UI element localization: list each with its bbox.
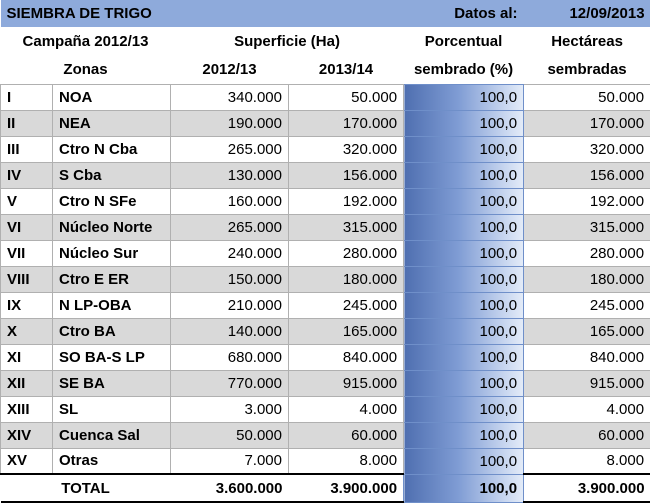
table-row [1, 266, 650, 292]
percent-sown: 100,0 [404, 266, 524, 292]
zone-name: S Cba [53, 162, 171, 188]
surface-2013-14: 192.000 [289, 188, 404, 214]
percent-sown: 100,0 [404, 448, 524, 474]
pct-header-line1: Porcentual [404, 27, 524, 55]
table-row [1, 292, 650, 318]
hectares-sown: 280.000 [524, 240, 650, 266]
surface-2012-13: 7.000 [171, 448, 289, 474]
surface-2013-14: 315.000 [289, 214, 404, 240]
year2-header: 2013/14 [289, 55, 404, 84]
ha-header-line2: sembradas [524, 55, 650, 84]
zone-name: SE BA [53, 370, 171, 396]
hectares-sown: 915.000 [524, 370, 650, 396]
zone-number: XIV [1, 422, 53, 448]
pct-header-line2: sembrado (%) [404, 55, 524, 84]
zone-number: IX [1, 292, 53, 318]
zone-number: I [1, 84, 53, 110]
hectares-sown: 840.000 [524, 344, 650, 370]
surface-2012-13: 265.000 [171, 214, 289, 240]
hectares-sown: 60.000 [524, 422, 650, 448]
zone-number: VII [1, 240, 53, 266]
surface-2013-14: 915.000 [289, 370, 404, 396]
table-row [1, 240, 650, 266]
surface-2012-13: 770.000 [171, 370, 289, 396]
zone-number: IV [1, 162, 53, 188]
table-row [1, 162, 650, 188]
zone-number: VIII [1, 266, 53, 292]
table-row [1, 396, 650, 422]
zone-number: III [1, 136, 53, 162]
percent-sown: 100,0 [404, 318, 524, 344]
zone-name: SL [53, 396, 171, 422]
surface-2012-13: 190.000 [171, 110, 289, 136]
table-row [1, 344, 650, 370]
percent-sown: 100,0 [404, 136, 524, 162]
percent-sown: 100,0 [404, 84, 524, 110]
surface-2013-14: 320.000 [289, 136, 404, 162]
zone-name: NOA [53, 84, 171, 110]
zone-name: Núcleo Norte [53, 214, 171, 240]
date-value: 12/09/2013 [524, 0, 650, 27]
hectares-sown: 165.000 [524, 318, 650, 344]
table-row [1, 188, 650, 214]
zone-name: Núcleo Sur [53, 240, 171, 266]
hectares-sown: 180.000 [524, 266, 650, 292]
percent-sown: 100,0 [404, 214, 524, 240]
ha-header-line1: Hectáreas [524, 27, 650, 55]
zone-number: XII [1, 370, 53, 396]
surface-2013-14: 156.000 [289, 162, 404, 188]
surface-2013-14: 4.000 [289, 396, 404, 422]
zone-number: II [1, 110, 53, 136]
percent-sown: 100,0 [404, 162, 524, 188]
hectares-sown: 156.000 [524, 162, 650, 188]
date-label: Datos al: [404, 0, 524, 27]
surface-2013-14: 840.000 [289, 344, 404, 370]
total-2013-14: 3.900.000 [289, 474, 404, 502]
hectares-sown: 245.000 [524, 292, 650, 318]
surface-2013-14: 60.000 [289, 422, 404, 448]
surface-2013-14: 170.000 [289, 110, 404, 136]
surface-2012-13: 150.000 [171, 266, 289, 292]
header-row-2 [1, 55, 650, 84]
year1-header: 2012/13 [171, 55, 289, 84]
zone-name: Ctro N Cba [53, 136, 171, 162]
table-row [1, 370, 650, 396]
percent-sown: 100,0 [404, 110, 524, 136]
zone-name: NEA [53, 110, 171, 136]
surface-2012-13: 340.000 [171, 84, 289, 110]
zone-name: Cuenca Sal [53, 422, 171, 448]
zone-number: XV [1, 448, 53, 474]
surface-2012-13: 3.000 [171, 396, 289, 422]
percent-sown: 100,0 [404, 370, 524, 396]
total-percent: 100,0 [404, 474, 524, 502]
hectares-sown: 170.000 [524, 110, 650, 136]
hectares-sown: 320.000 [524, 136, 650, 162]
surface-2012-13: 130.000 [171, 162, 289, 188]
zone-name: Otras [53, 448, 171, 474]
surface-2013-14: 280.000 [289, 240, 404, 266]
hectares-sown: 4.000 [524, 396, 650, 422]
surface-2012-13: 680.000 [171, 344, 289, 370]
percent-sown: 100,0 [404, 188, 524, 214]
title-row [1, 0, 650, 27]
surface-2012-13: 240.000 [171, 240, 289, 266]
percent-sown: 100,0 [404, 240, 524, 266]
surface-header: Superficie (Ha) [171, 27, 404, 55]
campaign-header: Campaña 2012/13 [1, 27, 171, 55]
surface-2012-13: 265.000 [171, 136, 289, 162]
table-row [1, 84, 650, 110]
hectares-sown: 8.000 [524, 448, 650, 474]
surface-2012-13: 140.000 [171, 318, 289, 344]
total-label: TOTAL [1, 474, 171, 502]
zone-name: Ctro N SFe [53, 188, 171, 214]
hectares-sown: 192.000 [524, 188, 650, 214]
zone-name: Ctro E ER [53, 266, 171, 292]
table-row [1, 318, 650, 344]
percent-sown: 100,0 [404, 292, 524, 318]
table-row [1, 214, 650, 240]
percent-sown: 100,0 [404, 396, 524, 422]
zone-name: Ctro BA [53, 318, 171, 344]
total-row [1, 474, 650, 502]
percent-sown: 100,0 [404, 344, 524, 370]
surface-2012-13: 160.000 [171, 188, 289, 214]
table-row [1, 422, 650, 448]
table-title: SIEMBRA DE TRIGO [1, 0, 404, 27]
hectares-sown: 50.000 [524, 84, 650, 110]
total-2012-13: 3.600.000 [171, 474, 289, 502]
header-row-1 [1, 27, 650, 55]
zone-name: SO BA-S LP [53, 344, 171, 370]
zones-header: Zonas [1, 55, 171, 84]
table-row [1, 448, 650, 474]
surface-2013-14: 180.000 [289, 266, 404, 292]
zone-number: V [1, 188, 53, 214]
total-hectares: 3.900.000 [524, 474, 650, 502]
surface-2013-14: 8.000 [289, 448, 404, 474]
percent-sown: 100,0 [404, 422, 524, 448]
zone-number: XIII [1, 396, 53, 422]
table-row [1, 110, 650, 136]
zone-number: X [1, 318, 53, 344]
surface-2013-14: 165.000 [289, 318, 404, 344]
surface-2013-14: 245.000 [289, 292, 404, 318]
surface-2012-13: 50.000 [171, 422, 289, 448]
zone-number: XI [1, 344, 53, 370]
zone-number: VI [1, 214, 53, 240]
surface-2012-13: 210.000 [171, 292, 289, 318]
surface-2013-14: 50.000 [289, 84, 404, 110]
table-row [1, 136, 650, 162]
zone-name: N LP-OBA [53, 292, 171, 318]
hectares-sown: 315.000 [524, 214, 650, 240]
